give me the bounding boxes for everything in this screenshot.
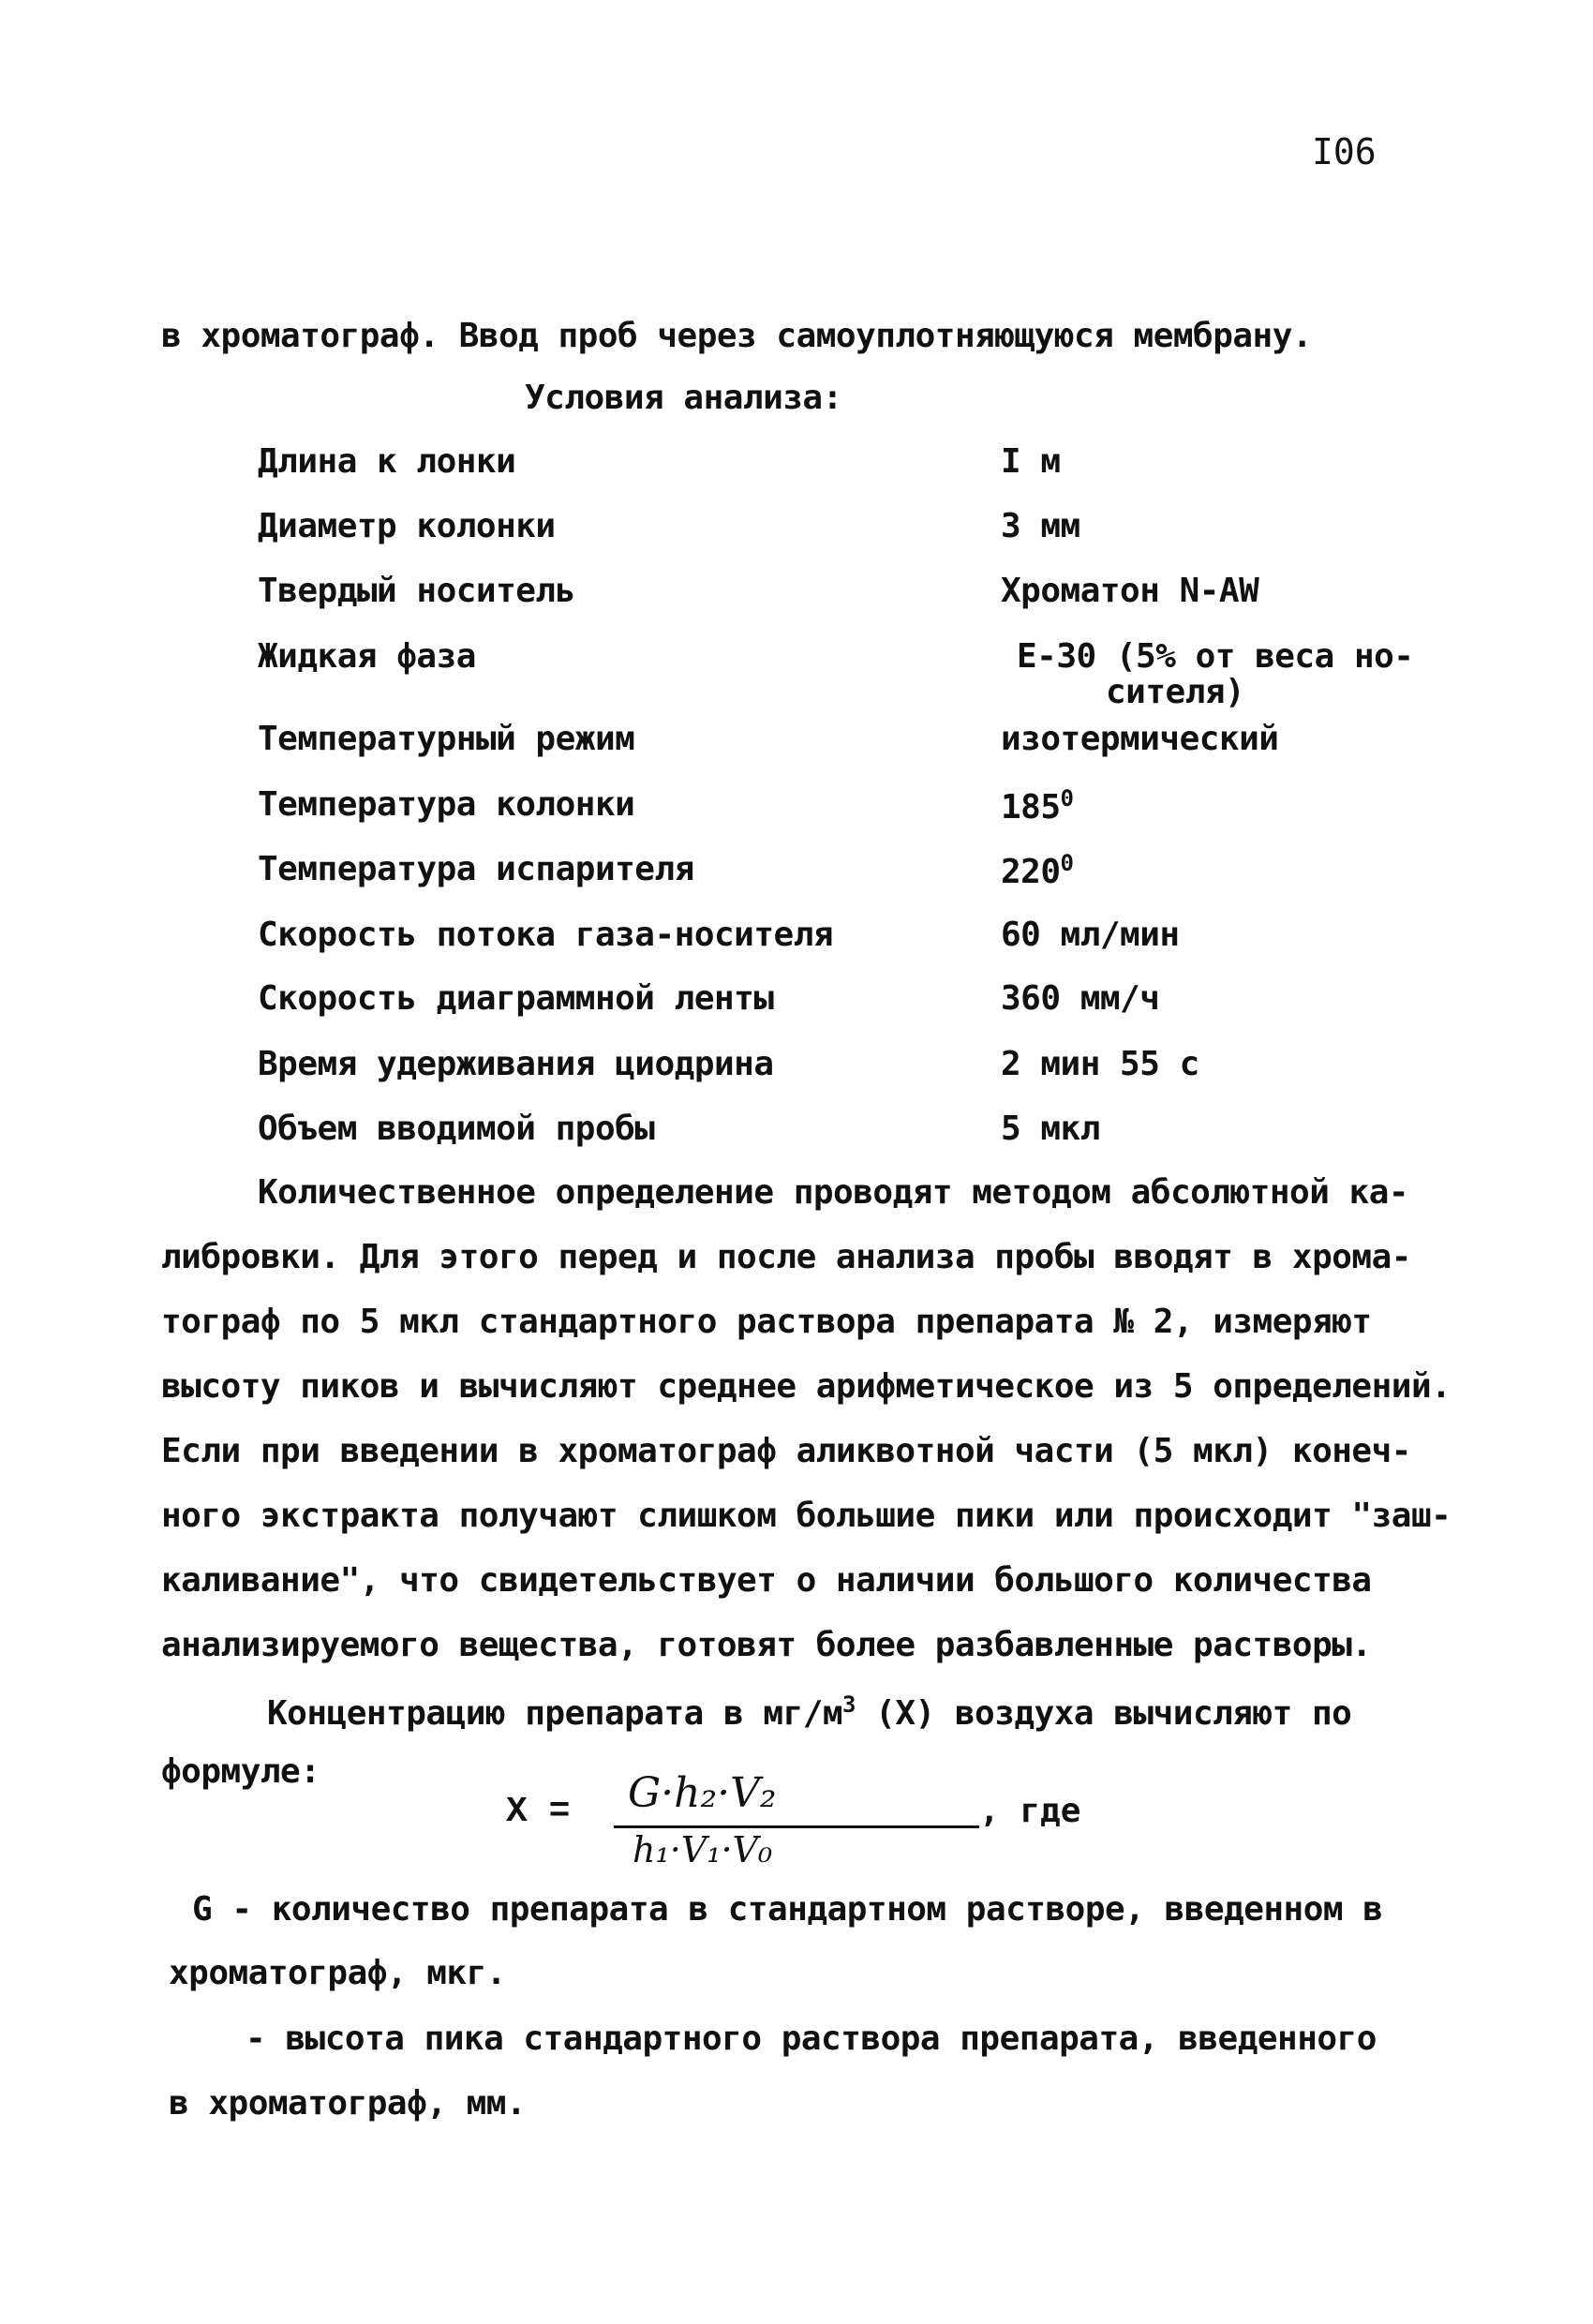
- condition-value: изотермический: [1001, 720, 1279, 758]
- condition-value: 3 мм: [1001, 507, 1080, 545]
- condition-label: Диаметр колонки: [258, 507, 556, 545]
- formula-intro: формуле:: [161, 1752, 320, 1791]
- condition-label: Жидкая фаза: [258, 637, 476, 676]
- formula: [506, 1771, 1256, 1893]
- condition-label: Время удерживания циодрина: [258, 1045, 774, 1083]
- formula-where: , где: [979, 1792, 1081, 1830]
- conditions-title: Условия анализа:: [525, 379, 842, 417]
- condition-value: Е-30 (5% от веса но-: [1017, 637, 1414, 676]
- condition-value: 60 мл/мин: [1001, 916, 1180, 954]
- formula-numerator: G·h₂·V₂: [628, 1769, 777, 1817]
- definition-h: - высота пика стандартного раствора препарата, введенного: [246, 2019, 1377, 2058]
- condition-label: Длина к лонки: [258, 442, 516, 481]
- condition-value: 2 мин 55 с: [1001, 1045, 1199, 1083]
- concentration-line: Концентрацию препарата в $мг/м^3$ (X) воздуха вычисляют по: [267, 1691, 1352, 1733]
- condition-label: Температурный режим: [258, 720, 635, 758]
- formula-lhs: X =: [506, 1792, 571, 1832]
- paragraph-line: высоту пиков и вычисляют среднее арифметическое из 5 определений.: [161, 1367, 1452, 1406]
- paragraph-line: тограф по 5 мкл стандартного раствора препарата № 2, измеряют: [161, 1303, 1372, 1341]
- condition-value: I м: [1001, 442, 1061, 481]
- condition-value: $185^0$: [1001, 785, 1074, 827]
- condition-label: Твердый носитель: [258, 572, 575, 610]
- paragraph-line: ного экстракта получают слишком большие пики или происходит "заш-: [161, 1497, 1452, 1535]
- definition-g-cont: хроматограф, мкг.: [169, 1954, 506, 1992]
- paragraph-line: каливание", что свидетельствует о наличии большого количества: [161, 1561, 1372, 1600]
- condition-value: Хроматон N-AW: [1001, 572, 1259, 610]
- paragraph-line: анализируемого вещества, готовят более разбавленные растворы.: [161, 1626, 1372, 1664]
- condition-value: 360 мм/ч: [1001, 979, 1160, 1018]
- paragraph-line: Если при введении в хроматограф аликвотной части (5 мкл) конеч-: [161, 1432, 1411, 1470]
- paragraph-line: Количественное определение проводят методом абсолютной ка-: [258, 1173, 1409, 1212]
- condition-value: 5 мкл: [1001, 1110, 1100, 1148]
- condition-label: Скорость диаграммной ленты: [258, 979, 774, 1018]
- condition-value-cont: сителя): [1106, 673, 1245, 711]
- fraction-bar: [614, 1825, 979, 1828]
- condition-label: Температура испарителя: [258, 850, 694, 888]
- formula-denominator: h₁·V₁·V₀: [633, 1829, 773, 1870]
- intro-line: в хроматограф. Ввод проб через самоуплотняющуюся мембрану.: [161, 317, 1313, 355]
- definition-g: G - количество препарата в стандартном растворе, введенном в: [192, 1890, 1383, 1929]
- condition-label: Скорость потока газа-носителя: [258, 916, 834, 954]
- definition-h-cont: в хроматограф, мм.: [169, 2084, 527, 2123]
- page-number: I06: [1312, 131, 1377, 172]
- condition-label: Объем вводимой пробы: [258, 1110, 655, 1148]
- condition-label: Температура колонки: [258, 785, 635, 824]
- paragraph-line: либровки. Для этого перед и после анализа пробы вводят в хрома-: [161, 1238, 1411, 1276]
- condition-value: $220^0$: [1001, 850, 1074, 891]
